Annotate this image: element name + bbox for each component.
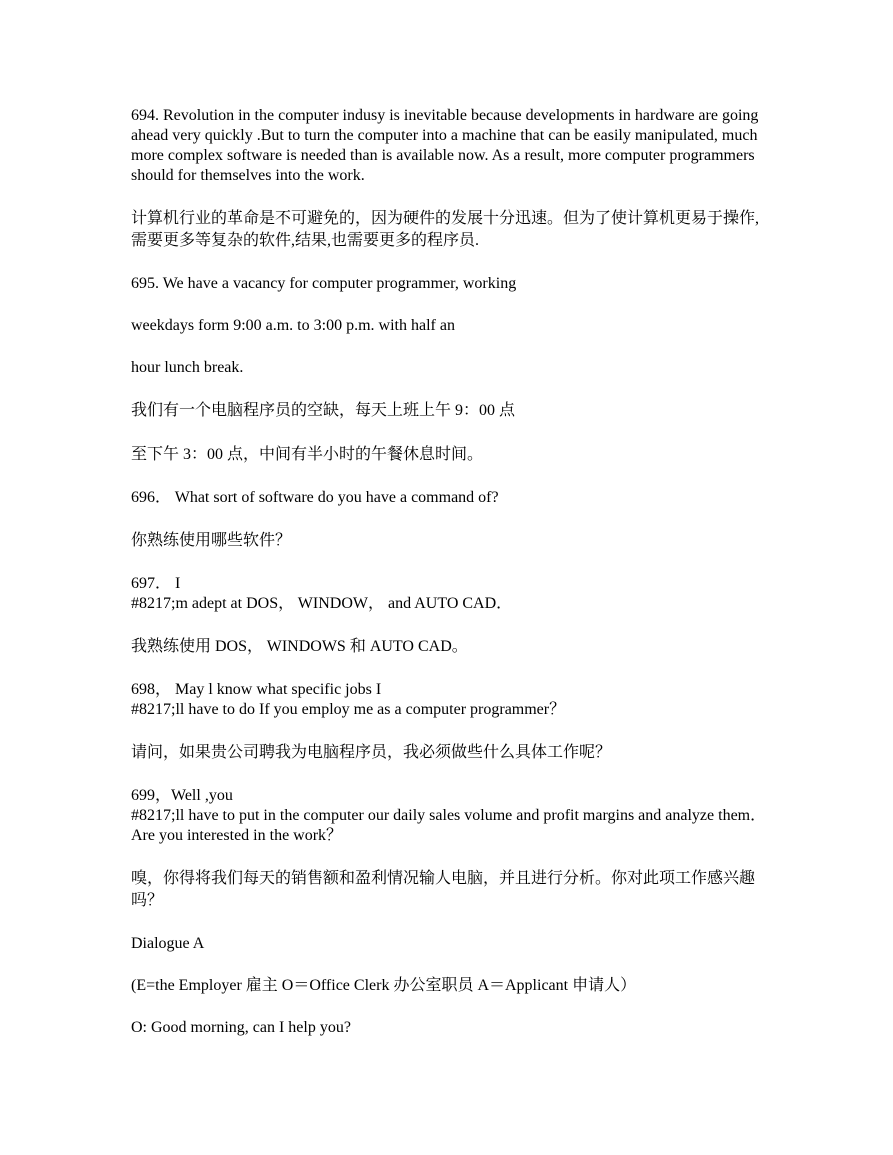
paragraph-line: hour lunch break. bbox=[131, 359, 244, 376]
paragraph-line: 695. We have a vacancy for computer programmer, working bbox=[131, 275, 517, 292]
paragraph-line: 请问，如果贵公司聘我为电脑程序员，我必须做些什么具体工作呢？ bbox=[131, 744, 612, 761]
paragraph-line: #8217;ll have to put in the computer our daily sales volume and profit margins and analyze them．Are you interested in the work？ bbox=[131, 807, 767, 844]
paragraph-694 bbox=[131, 106, 771, 186]
paragraph-line: 698， May l know what specific jobs I bbox=[131, 681, 382, 698]
paragraph-695-translation-1 bbox=[131, 400, 771, 422]
paragraph-695-line-2 bbox=[131, 316, 771, 336]
paragraph-line: Dialogue A bbox=[131, 935, 205, 952]
paragraph-line: 699，Well ,you bbox=[131, 787, 233, 804]
paragraph-line: O: Good morning, can I help you? bbox=[131, 1019, 351, 1036]
paragraph-line: (E=the Employer 雇主 O＝Office Clerk 办公室职员 A＝Applicant 申请人） bbox=[131, 977, 637, 994]
paragraph-line: 697． I bbox=[131, 575, 181, 592]
paragraph-697 bbox=[131, 574, 771, 614]
paragraph-698 bbox=[131, 680, 771, 720]
paragraph-line: 你熟练使用哪些软件？ bbox=[131, 532, 292, 549]
paragraph-695-line-1 bbox=[131, 274, 771, 294]
paragraph-line: 嗅，你得将我们每天的销售额和盈利情况输人电脑，并且进行分析。你对此项工作感兴趣吗？ bbox=[131, 870, 756, 909]
dialogue-legend bbox=[131, 976, 771, 996]
paragraph-line: #8217;m adept at DOS， WINDOW， and AUTO CAD． bbox=[131, 595, 513, 612]
paragraph-line: weekdays form 9:00 a.m. to 3:00 p.m. with half an bbox=[131, 317, 455, 334]
paragraph-line: 我们有一个电脑程序员的空缺，每天上班上午 9：00 点 bbox=[131, 402, 516, 419]
paragraph-line: 我熟练使用 DOS， WINDOWS 和 AUTO CAD。 bbox=[131, 638, 468, 655]
paragraph-line: #8217;ll have to do If you employ me as a computer programmer？ bbox=[131, 701, 566, 718]
dialogue-title bbox=[131, 934, 771, 954]
dialogue-line-office-clerk bbox=[131, 1018, 771, 1038]
paragraph-696-translation bbox=[131, 530, 771, 552]
paragraph-695-line-3 bbox=[131, 358, 771, 378]
paragraph-696 bbox=[131, 488, 771, 508]
paragraph-694-translation bbox=[131, 208, 771, 252]
paragraph-695-translation-2 bbox=[131, 444, 771, 466]
paragraph-697-translation bbox=[131, 636, 771, 658]
paragraph-line: 694. Revolution in the computer indusy is inevitable because developments in hardware are going ahead very quickly .But to turn the computer into a machine that can be easily manipulated, much more complex software is needed than is available now. As a result, more computer programmers should for themselves into the work. bbox=[131, 107, 759, 184]
paragraph-line: 至下午 3：00 点，中间有半小时的午餐休息时间。 bbox=[131, 446, 484, 463]
paragraph-698-translation bbox=[131, 742, 771, 764]
document-body bbox=[131, 106, 771, 1060]
paragraph-699 bbox=[131, 786, 771, 846]
paragraph-line: 计算机行业的革命是不可避免的，因为硬件的发展十分迅速。但为了使计算机更易于操作,需要更多等复杂的软件,结果,也需要更多的程序员. bbox=[131, 210, 760, 249]
paragraph-line: 696． What sort of software do you have a command of? bbox=[131, 489, 499, 506]
paragraph-699-translation bbox=[131, 868, 771, 912]
